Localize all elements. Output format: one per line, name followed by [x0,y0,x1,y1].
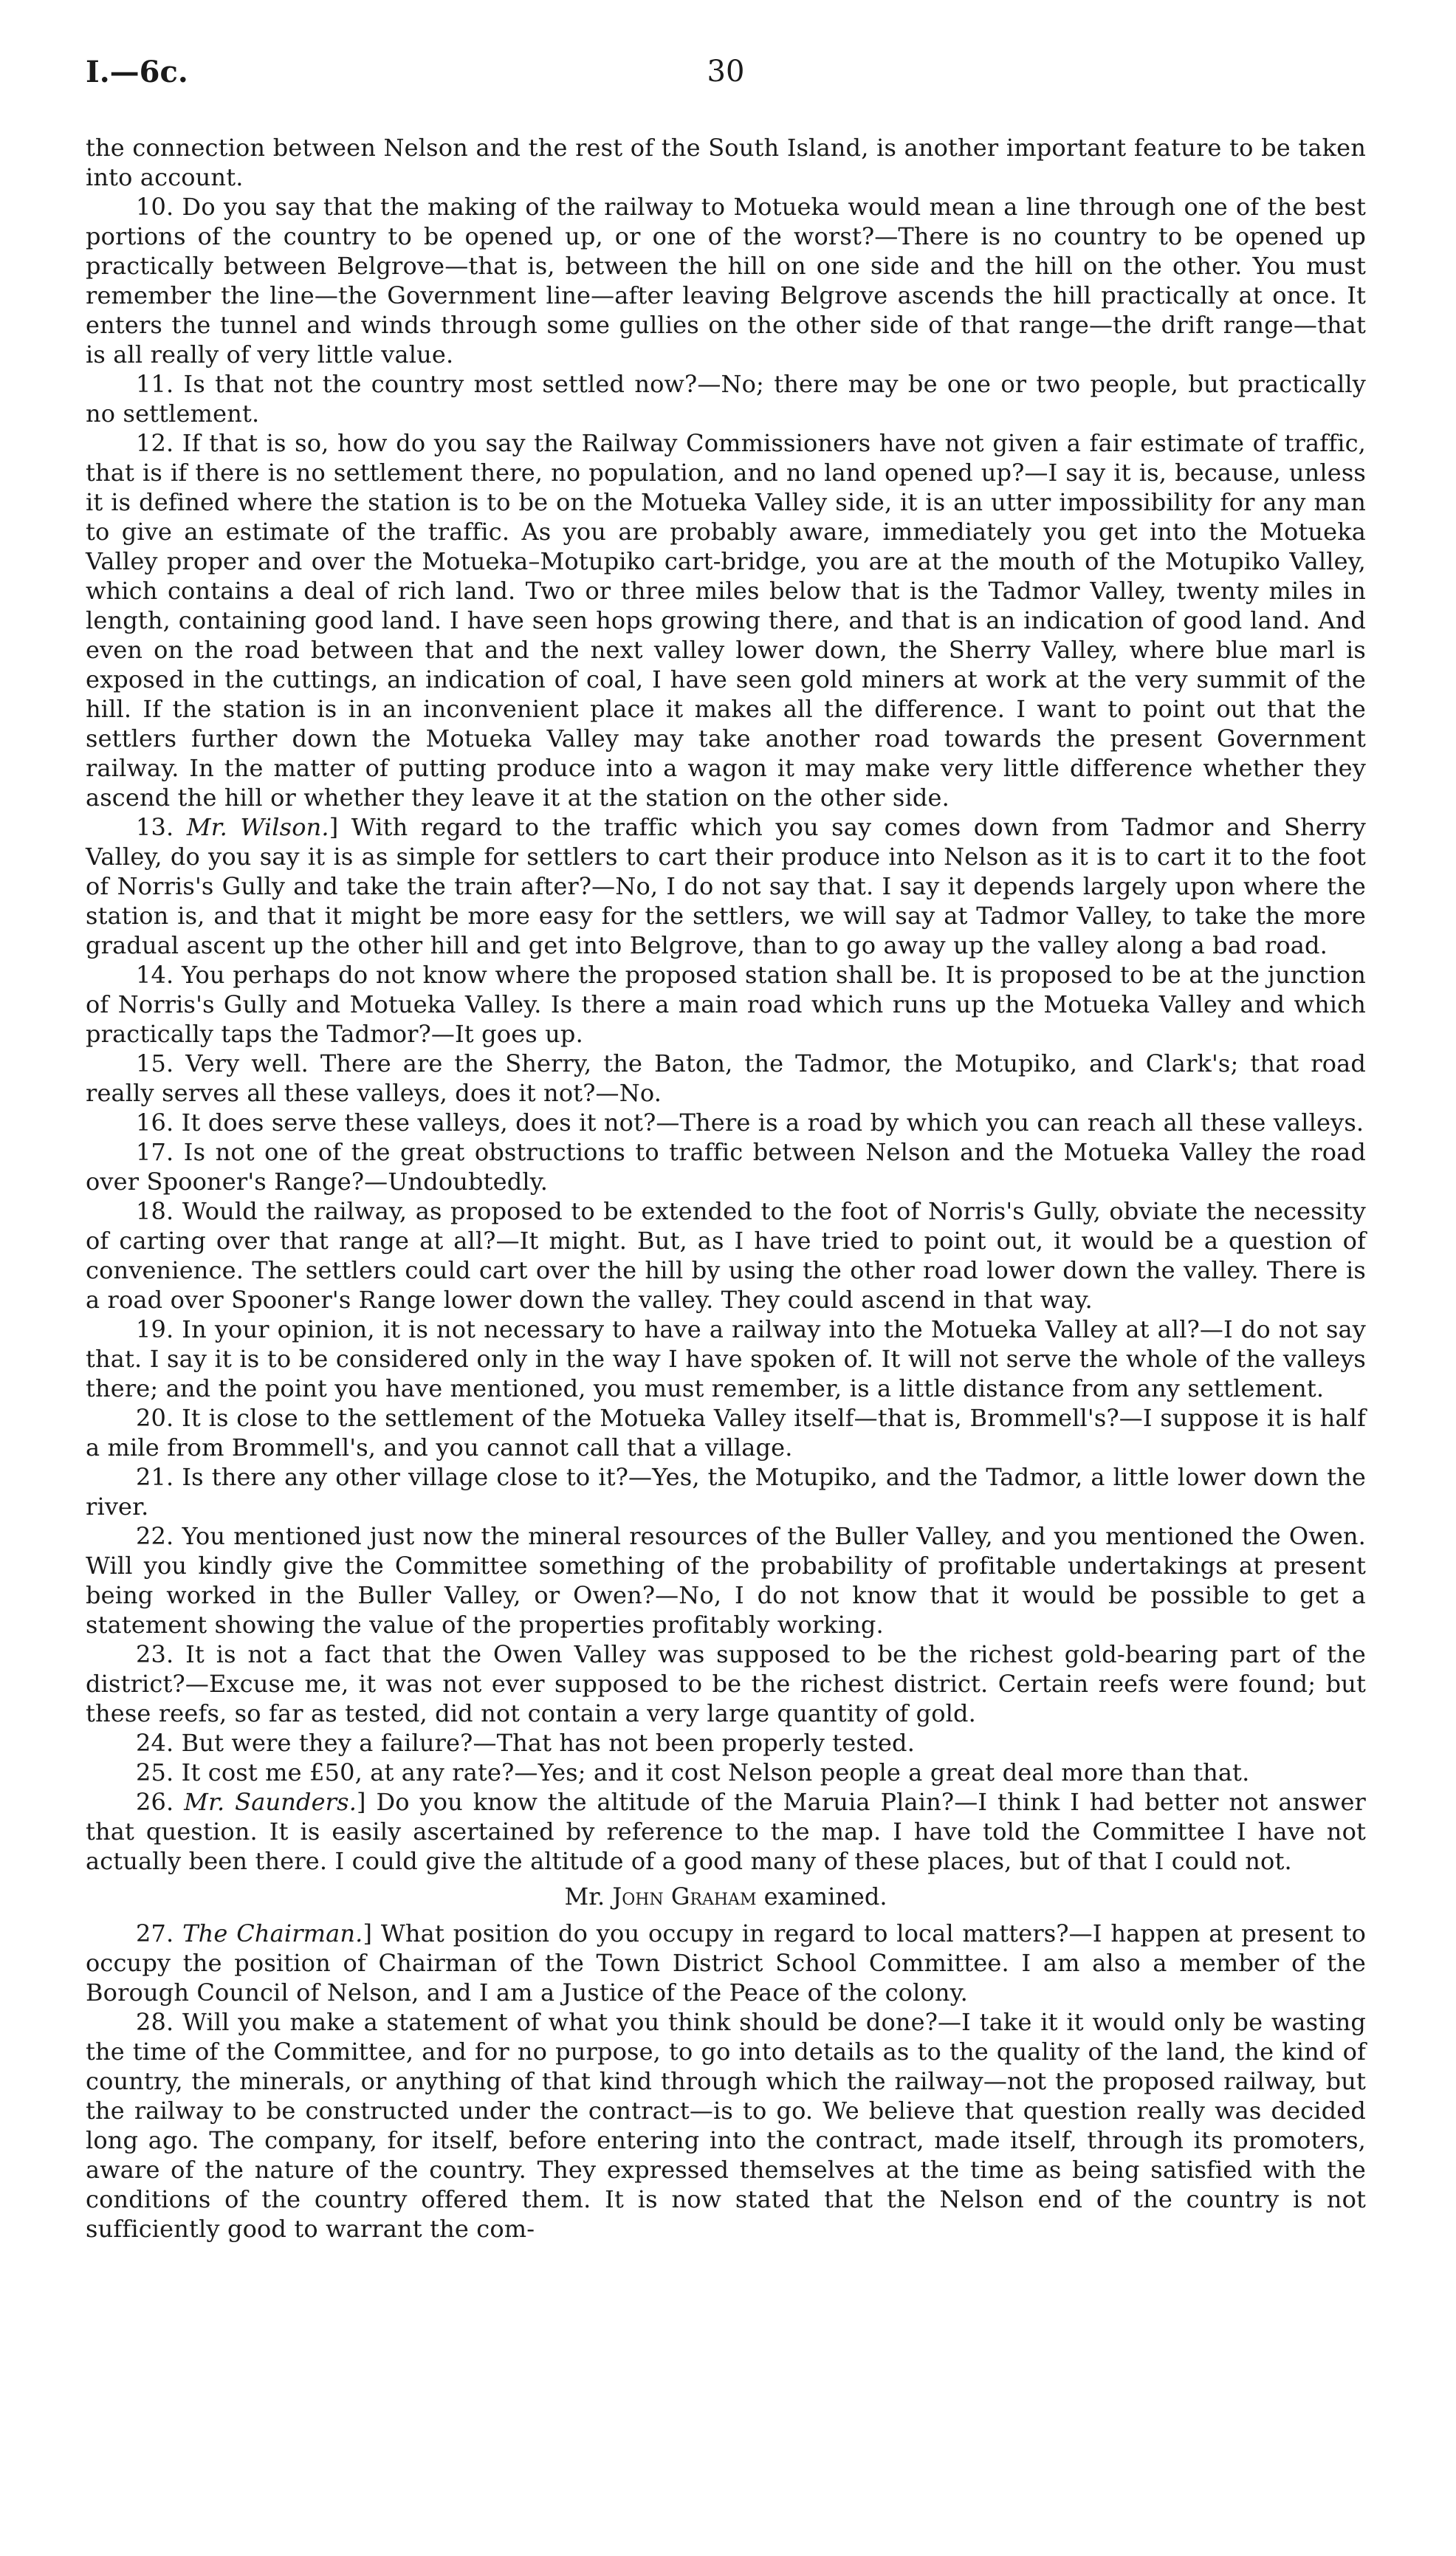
evidence-paragraph: 18. Would the railway, as proposed to be extended to the foot of Norris's Gully, obviate the necessity of carting over that range at all?—It might. But, as I have tried to point out, it would be a question of convenience. The settlers could cart over the hill by using the other road lower down the valley. There is a road over Spooner's Range lower down the valley. They could ascend in that way. [86,1197,1366,1314]
witness-examined-label: examined. [756,1882,887,1911]
evidence-paragraph: 11. Is that not the country most settled now?—No; there may be one or two people, but practically no settlement. [86,370,1366,428]
evidence-paragraph: 27. The Chairman.] What position do you occupy in regard to local matters?—I happen at present to occupy the position of Chairman of the Town District School Committee. I am also a member of the Borough Council of Nelson, and I am a Justice of the Peace of the colony. [86,1919,1366,2007]
evidence-paragraph: 19. In your opinion, it is not necessary to have a railway into the Motueka Valley at all?—I do not say that. I say it is to be considered only in the way I have spoken of. It will not serve the whole of the valleys there; and the point you have mentioned, you must remember, is a little distance from any settlement. [86,1315,1366,1402]
page-number: 30 [707,55,745,89]
witness-title: Mr. [564,1882,613,1911]
evidence-paragraphs [86,133,1366,1876]
page-body [86,133,1366,2244]
evidence-paragraph: 24. But were they a failure?—That has not been properly tested. [136,1729,916,1757]
witness-name: John Graham [612,1882,757,1911]
evidence-paragraph: 16. It does serve these valleys, does it not?—There is a road by which you can reach all these valleys. [136,1109,1364,1137]
evidence-paragraph: 17. Is not one of the great obstructions to traffic between Nelson and the Motueka Valley the road over Spooner's Range?—Undoubtedly. [86,1138,1366,1196]
witness-heading [86,1882,1366,1911]
evidence-paragraph: 23. It is not a fact that the Owen Valley was supposed to be the richest gold-bearing part of the district?—Excuse me, it was not ever supposed to be the richest district. Certain reefs were found; but these reefs, so far as tested, did not contain a very large quantity of gold. [86,1640,1366,1727]
evidence-paragraphs-continued [86,1919,1366,2244]
evidence-paragraph: 22. You mentioned just now the mineral resources of the Buller Valley, and you mentioned the Owen. Will you kindly give the Committee something of the probability of profitable undertakings at present being worked in the Buller Valley, or Owen?—No, I do not know that it would be possible to get a statement showing the value of the properties profitably working. [86,1522,1366,1639]
evidence-paragraph: 15. Very well. There are the Sherry, the Baton, the Tadmor, the Motupiko, and Clark's; that road really serves all these valleys, does it not?—No. [86,1049,1366,1107]
speaker-name: Mr. Wilson. [186,813,329,841]
evidence-paragraph: 14. You perhaps do not know where the proposed station shall be. It is proposed to be at the junction of Norris's Gully and Motueka Valley. Is there a main road which runs up the Motueka Valley and which practically taps the Tadmor?—It goes up. [86,961,1366,1048]
evidence-paragraph: 12. If that is so, how do you say the Railway Commissioners have not given a fair estimate of traffic, that is if there is no settlement there, no population, and no land opened up?—I say it is, because, unless it is defined where the station is to be on the Motueka Valley side, it is an utter impossibility for any man to give an estimate of the traffic. As you are probably aware, immediately you get into the Motueka Valley proper and over the Motueka–Motupiko cart-bridge, you are at the mouth of the Motupiko Valley, which contains a deal of rich land. Two or three miles below that is the Tadmor Valley, twenty miles in length, containing good land. I have seen hops growing there, and that is an indication of good land. And even on the road between that and the next valley lower down, the Sherry Valley, where blue marl is exposed in the cuttings, an indication of coal, I have seen gold miners at work at the very summit of the hill. If the station is in an inconvenient place it makes all the difference. I want to point out that the settlers further down the Motueka Valley may take another road towards the present Government railway. In the matter of putting produce into a wagon it may make very little difference whether they ascend the hill or whether they leave it at the station on the other side. [86,429,1366,812]
speaker-name: The Chairman. [182,1919,363,1947]
evidence-paragraph: 10. Do you say that the making of the railway to Motueka would mean a line through one of the best portions of the country to be opened up, or one of the worst?—There is no country to be opened up practically between Belgrove—that is, between the hill on one side and the hill on the other. You must remember the line—the Government line—after leaving Belgrove ascends the hill practically at once. It enters the tunnel and winds through some gullies on the other side of that range—the drift range—that is all really of very little value. [86,193,1366,369]
evidence-paragraph: 21. Is there any other village close to it?—Yes, the Motupiko, and the Tadmor, a little lower down the river. [86,1463,1366,1521]
speaker-name: Mr. Saunders. [184,1788,357,1816]
evidence-paragraph: 28. Will you make a statement of what you think should be done?—I take it it would only be wasting the time of the Committee, and for no purpose, to go into details as to the quality of the land, the kind of country, the minerals, or anything of that kind through which the railway—not the proposed railway, but the railway to be constructed under the contract—is to go. We believe that question really was decided long ago. The company, for itself, before entering into the contract, made itself, through its promoters, aware of the nature of the country. They expressed themselves at the time as being satisfied with the conditions of the country offered them. It is now stated that the Nelson end of the country is not sufficiently good to warrant the com- [86,2008,1366,2243]
evidence-paragraph: 26. Mr. Saunders.] Do you know the altitude of the Maruia Plain?—I think I had better not answer that question. It is easily ascertained by reference to the map. I have told the Committee I have not actually been there. I could give the altitude of a good many of these places, but of that I could not. [86,1788,1366,1875]
evidence-paragraph: the connection between Nelson and the rest of the South Island, is another important feature to be taken into account. [86,134,1366,191]
evidence-paragraph: 13. Mr. Wilson.] With regard to the traffic which you say comes down from Tadmor and Sherry Valley, do you say it is as simple for settlers to cart their produce into Nelson as it is to cart it to the foot of Norris's Gully and take the train after?—No, I do not say that. I say it depends largely upon where the station is, and that it might be more easy for the settlers, we will say at Tadmor Valley, to take the more gradual ascent up the other hill and get into Belgrove, than to go away up the valley along a bad road. [86,813,1367,959]
page-header [86,52,1366,103]
document-reference: I.—6c. [86,55,188,89]
evidence-paragraph: 25. It cost me £50, at any rate?—Yes; and it cost Nelson people a great deal more than that. [136,1758,1250,1786]
evidence-paragraph: 20. It is close to the settlement of the Motueka Valley itself—that is, Brommell's?—I suppose it is half a mile from Brommell's, and you cannot call that a village. [86,1404,1366,1462]
